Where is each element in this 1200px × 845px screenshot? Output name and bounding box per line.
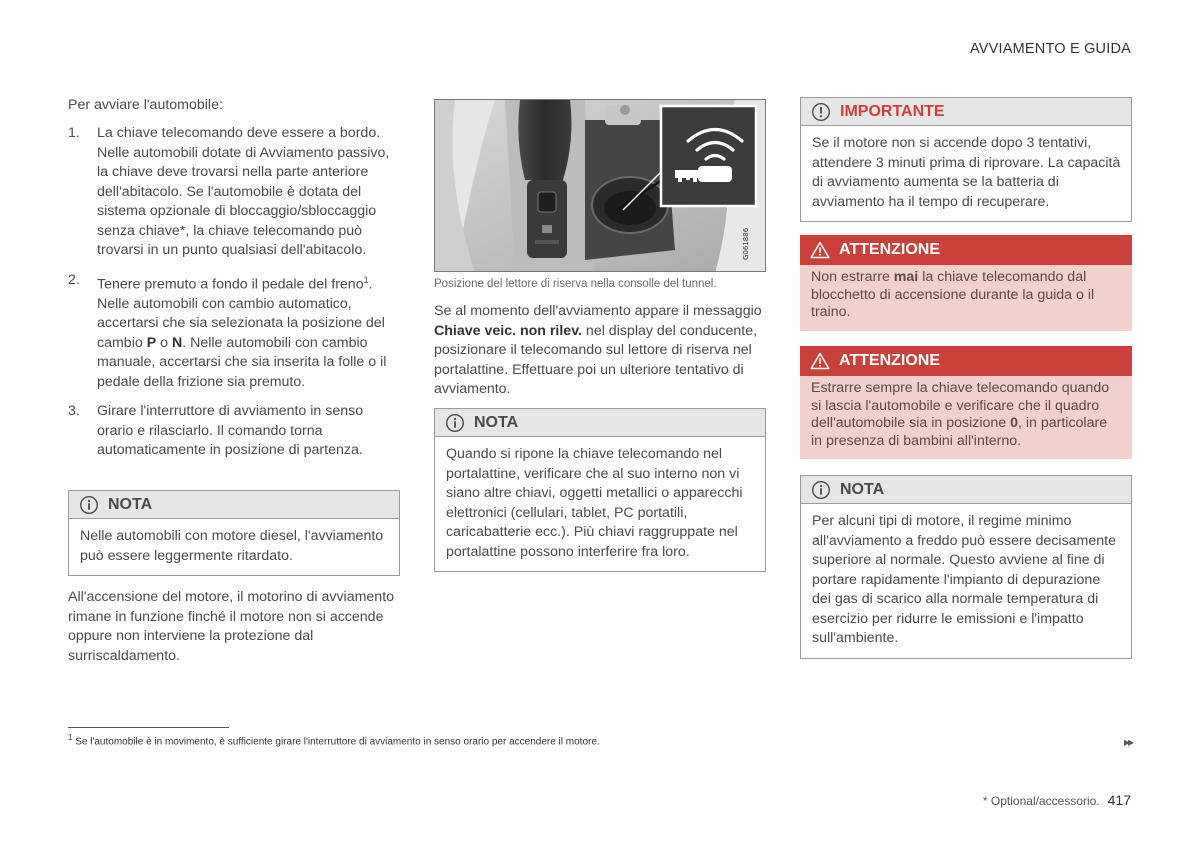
warning-text <box>800 376 1132 459</box>
warning-triangle-icon <box>810 352 830 370</box>
exclamation-circle-icon <box>811 102 831 122</box>
warning-emphasis: mai <box>893 269 919 285</box>
warning-triangle-icon <box>810 241 830 259</box>
step-number: 2. <box>68 271 80 288</box>
step-item <box>68 271 400 393</box>
section-header: AVVIAMENTO E GUIDA <box>970 41 1131 57</box>
warning-pre: Non estrarre <box>811 269 894 285</box>
info-circle-icon <box>445 413 465 433</box>
info-circle-icon <box>79 495 99 515</box>
warning-title: ATTENZIONE <box>839 352 941 369</box>
page-number: 417 <box>1107 792 1131 808</box>
warning-header <box>800 235 1132 265</box>
step-number: 1. <box>68 125 80 141</box>
footnote-number: 1 <box>68 733 73 742</box>
image-caption: Posizione del lettore di riserva nella consolle del tunnel. <box>434 278 717 290</box>
step-text: La chiave telecomando deve essere a bordo. Nelle automobili dotate di Avviamento passivo, la chiave deve trovarsi nella parte anteriore dell'abitacolo. Se l'automobile è dotata del sistema opzionale di bloccaggio/sbloccaggio senza chiave*, la chiave telecomando può trovarsi in un punto qualsiasi dell'abitacolo. <box>97 125 390 258</box>
step-item <box>68 402 400 461</box>
step-item <box>68 124 400 261</box>
intro-text: Per avviare l'automobile: <box>68 97 223 113</box>
step-text: Girare l'interruttore di avviamento in senso orario e rilasciarlo. Il comando torna automaticamente in posizione di partenza. <box>97 403 364 459</box>
console-illustration <box>435 100 766 272</box>
gear-n: N <box>171 334 183 351</box>
footnote-rule <box>68 727 229 728</box>
nota-title: NOTA <box>474 413 519 431</box>
important-title: IMPORTANTE <box>840 102 945 120</box>
warning-header <box>800 346 1132 376</box>
step-text-o: o <box>156 334 172 351</box>
nota-text: Nelle automobili con motore diesel, l'avviamento può essere leggermente ritardato. <box>80 528 384 564</box>
message-paragraph <box>434 302 766 400</box>
nota-header <box>435 409 765 437</box>
important-header <box>801 98 1131 126</box>
nota-header <box>69 491 399 519</box>
message-name: Chiave veic. non rilev. <box>434 322 582 339</box>
important-box <box>800 97 1132 222</box>
step-text-mid: . Nelle automobili con cambio automatico, accertarsi che sia selezionata la posizione del cambio <box>97 276 385 351</box>
image-code: G061886 <box>742 227 750 260</box>
nota-title: NOTA <box>840 480 885 498</box>
footnote <box>68 733 600 747</box>
nota-box <box>434 408 766 572</box>
warning-text <box>800 265 1132 331</box>
steps-list <box>68 124 400 471</box>
page-footer <box>983 792 1131 808</box>
nota-box <box>800 475 1132 659</box>
warning-pre: Estrarre sempre la chiave telecomando quando si lascia l'automobile e verificare che il quadro dell'automobile sia in posizione <box>811 380 1110 431</box>
nota-box <box>68 490 400 576</box>
para-pre: Se al momento dell'avviamento appare il messaggio <box>434 303 762 319</box>
warning-box <box>800 346 1132 459</box>
gear-p: P <box>146 334 157 351</box>
warning-emphasis: 0 <box>1010 415 1018 431</box>
double-arrow-right-icon: ▸▸ <box>1123 735 1132 749</box>
warning-post: , in particolare in presenza di bambini all'interno. <box>811 415 1108 449</box>
important-text: Se il motore non si accende dopo 3 tentativi, attendere 3 minuti prima di riprovare. La capacità di avviamento aumenta se la batteria di avviamento ha il tempo di recuperare. <box>812 135 1121 210</box>
footnote-text: Se l'automobile è in movimento, è sufficiente girare l'interruttore di avviamento in senso orario per accendere il motore. <box>72 736 600 748</box>
info-circle-icon <box>811 480 831 500</box>
step-number: 3. <box>68 403 80 420</box>
footnote-ref: 1 <box>363 274 369 285</box>
para-post: nel display del conducente, posizionare il telecomando sul lettore di riserva nel portalattine. Effettuare poi un ulteriore tentativo di avviamento. <box>434 322 758 397</box>
step-text-post: . Nelle automobili con cambio manuale, accertarsi che sia inserita la folle o il pedale della frizione sia premuto. <box>97 334 387 390</box>
console-photo <box>434 99 766 272</box>
step-text-pre: Tenere premuto a fondo il pedale del freno <box>97 276 364 293</box>
warning-box <box>800 235 1132 331</box>
nota-header <box>801 476 1131 504</box>
warning-title: ATTENZIONE <box>839 241 941 258</box>
nota-text: Per alcuni tipi di motore, il regime minimo all'avviamento a freddo può essere decisamente superiore al normale. Questo avviene al fine di portare rapidamente l'impianto di depurazione dei gas di scarico alla normale temperatura di esercizio per ridurre le emissioni e l'impatto sull'ambiente. <box>812 513 1116 646</box>
warning-post: la chiave telecomando dal blocchetto di accensione durante la guida o il traino. <box>811 269 1095 320</box>
optional-note: * Optional/accessorio. <box>982 794 1100 808</box>
nota-text: Quando si ripone la chiave telecomando nel portalattine, verificare che al suo interno non vi siano altre chiavi, oggetti metallici o apparecchi elettronici (cellulari, tablet, PC portatili, caricabatterie ecc.). Più chiavi raggruppate nel portalattine possono interferire fra loro. <box>446 446 743 560</box>
nota-title: NOTA <box>108 495 153 513</box>
outro-text: All'accensione del motore, il motorino di avviamento rimane in funzione finché il motore non si accende oppure non interviene la protezione dal surriscaldamento. <box>68 589 395 664</box>
